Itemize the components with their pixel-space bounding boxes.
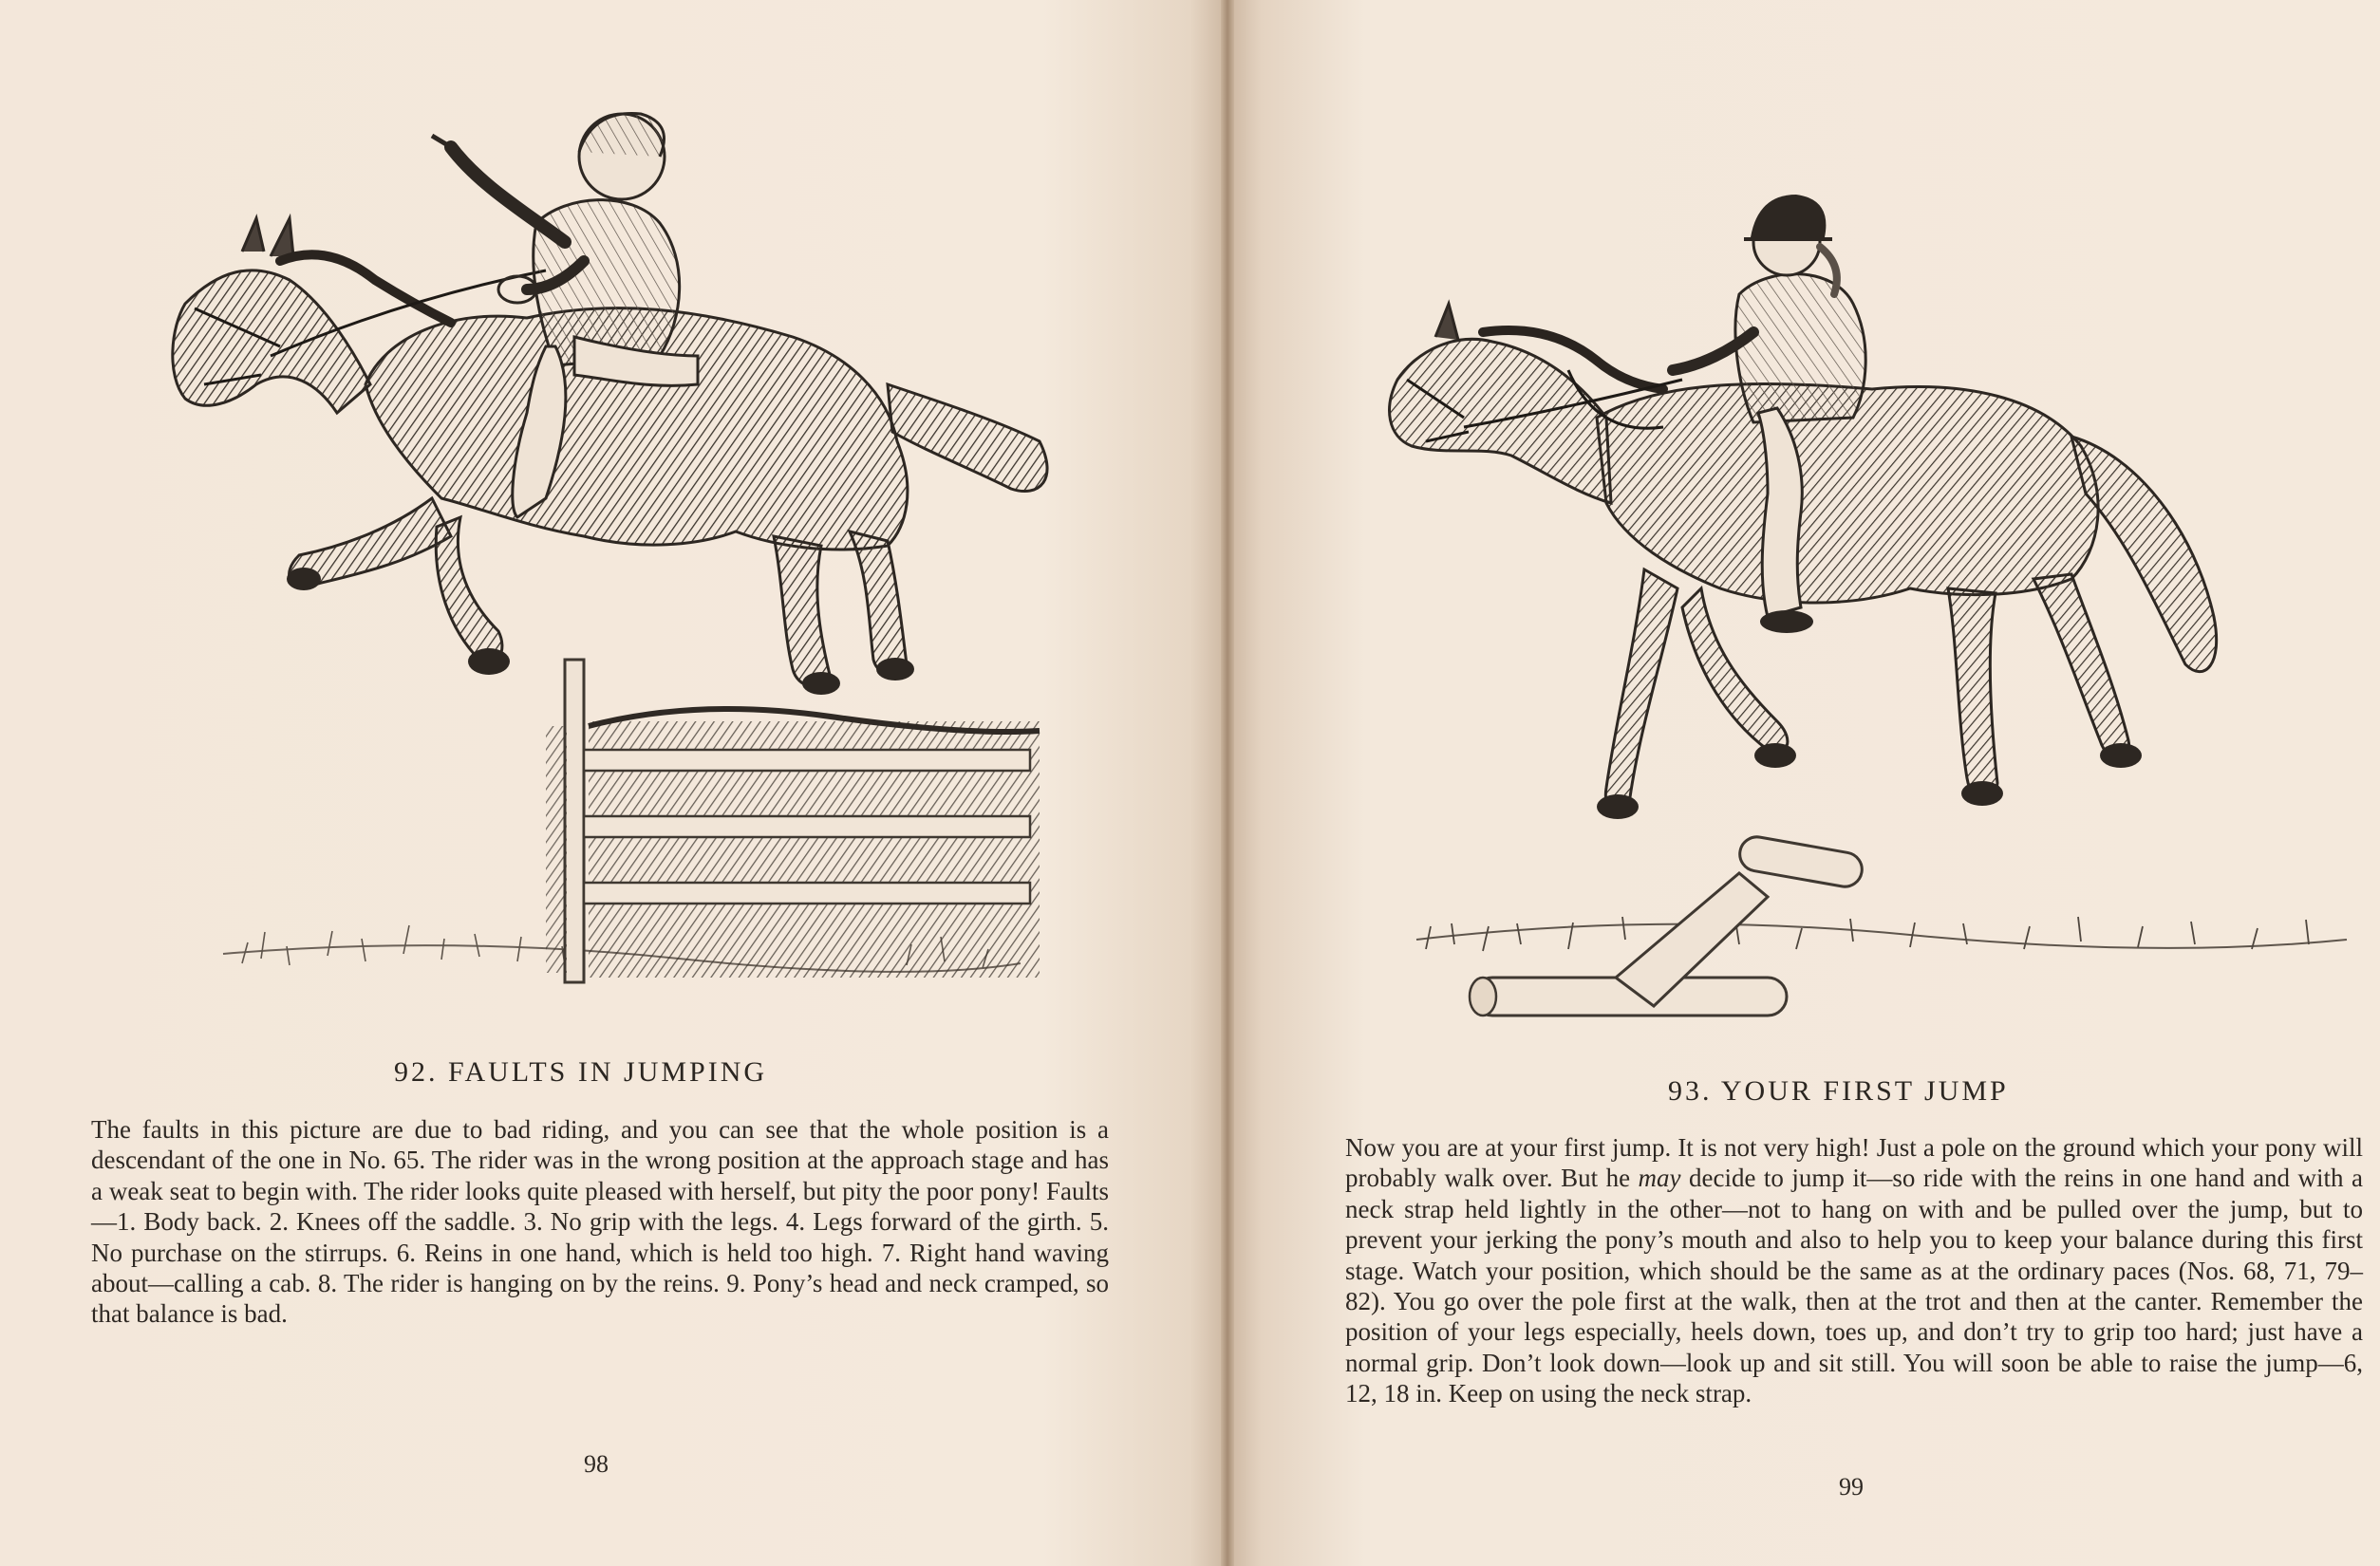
figure-caption: 92. FAULTS IN JUMPING bbox=[394, 1056, 768, 1088]
figure-caption: 93. YOUR FIRST JUMP bbox=[1668, 1075, 2009, 1107]
emphasis-word: may bbox=[1638, 1164, 1681, 1193]
page-number: 98 bbox=[584, 1450, 609, 1478]
figure-description bbox=[1345, 1132, 2363, 1409]
right-page bbox=[1227, 0, 2380, 1566]
figure-description: The faults in this picture are due to bad riding, and you can see that the whole position is a descendant of the one in No. 65. The rider was in the wrong position at the approach stage and has a weak seat to begin with. The rider looks quite pleased with herself, but pity the poor pony! Faults—1. Body back. 2. Knees off the saddle. 3. No grip with the legs. 4. Legs forward of the girth. 5. No purchase on the stirrups. 6. Reins in one hand, which is held too high. 7. Right hand waving about—calling a cab. 8. The rider is hanging on by the reins. 9. Pony’s head and neck cramped, so that balance is bad. bbox=[91, 1115, 1109, 1329]
book-gutter bbox=[1221, 0, 1234, 1566]
pony-over-pole-illustration bbox=[1378, 190, 2366, 1035]
pony-jumping-fence-illustration bbox=[166, 100, 1078, 1020]
description-part: Now you are at your first jump. It is not very high! Just a pole on the ground which your pony will probably walk over. But he bbox=[1345, 1133, 2363, 1193]
page-number: 99 bbox=[1839, 1473, 1864, 1501]
description-part: decide to jump it—so ride with the reins in one hand and with a neck strap held lightly in the other—not to hang on with and be pulled over the jump, but to prevent your jerking the pony’s mouth and also to help you to keep your balance during this first stage. Watch your position, which should be the same as at the ordinary paces (Nos. 68, 71, 79–82). You go over the pole first at the walk, then at the trot and then at the canter. Remember the position of your legs especially, heels down, toes up, and don’t try to grip too hard; just have a normal grip. Don’t look down—look up and sit still. You will soon be able to raise the jump—6, 12, 18 in. Keep on using the neck strap. bbox=[1345, 1164, 2363, 1408]
